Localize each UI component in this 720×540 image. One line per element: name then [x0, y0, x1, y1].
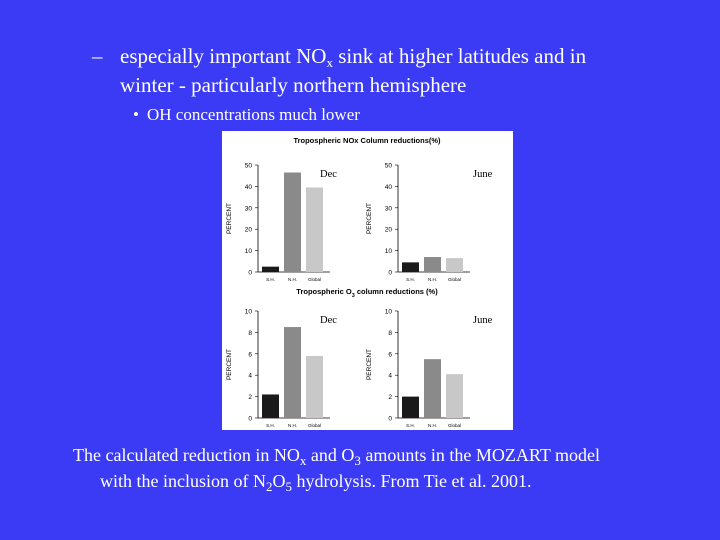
bullet2-text: OH concentrations much lower	[147, 105, 360, 124]
bar-nh	[284, 172, 301, 272]
figure-title-mid	[296, 287, 438, 299]
bar-sh	[402, 262, 419, 272]
x-tick-label: S.H.	[406, 423, 415, 428]
bullet1-line1-pre: especially important NO	[120, 44, 327, 68]
y-axis-label: PERCENT	[226, 202, 233, 235]
bullet-level2	[133, 104, 360, 126]
bullet1-line1-post: sink at higher latitudes and in	[332, 44, 587, 68]
y-tick-label: 10	[244, 308, 252, 316]
caption-line1	[73, 442, 693, 468]
y-axis-label: PERCENT	[366, 348, 373, 381]
figure-caption	[73, 442, 693, 494]
panel-month-label: Dec	[320, 169, 337, 180]
panel-month-label: June	[473, 169, 493, 180]
caption-l2-a: with the inclusion of N	[100, 471, 266, 491]
bar-global	[446, 374, 463, 418]
x-tick-label: N.H.	[428, 277, 437, 282]
y-tick-label: 50	[244, 162, 252, 170]
y-tick-label: 2	[248, 394, 252, 402]
figure-title-mid-post: column reductions (%)	[354, 287, 438, 296]
y-tick-label: 6	[248, 351, 252, 359]
y-axis-label: PERCENT	[366, 202, 373, 235]
x-tick-label: Global	[447, 277, 462, 282]
chart-figure	[222, 131, 513, 430]
caption-l2-b: O	[272, 471, 286, 491]
panel-month-label: Dec	[320, 315, 337, 326]
y-tick-label: 10	[244, 248, 252, 256]
y-tick-label: 40	[244, 183, 252, 191]
y-tick-label: 30	[244, 205, 252, 213]
chart-svg	[222, 131, 513, 430]
caption-l2-c: hydrolysis. From Tie et al. 2001.	[291, 471, 532, 491]
caption-l2-sub2: 5	[285, 479, 292, 494]
x-tick-label: N.H.	[288, 277, 297, 282]
bullet-dot-marker: •	[133, 105, 139, 124]
bar-sh	[262, 267, 279, 272]
dash-marker: –	[92, 44, 103, 68]
y-tick-label: 20	[244, 226, 252, 234]
bar-nh	[424, 359, 441, 418]
x-tick-label: Global	[307, 423, 322, 428]
x-tick-label: S.H.	[406, 277, 415, 282]
y-tick-label: 40	[384, 183, 392, 191]
panel-month-label: June	[473, 315, 493, 326]
y-tick-label: 8	[248, 329, 252, 337]
y-tick-label: 0	[388, 269, 392, 277]
bullet-level1-text	[120, 42, 690, 100]
y-tick-label: 6	[388, 351, 392, 359]
caption-l1-sub2: 3	[354, 453, 361, 468]
caption-line2	[73, 468, 693, 494]
y-tick-label: 0	[248, 415, 252, 423]
figure-title-top: Tropospheric NOx Column reductions(%)	[293, 136, 441, 145]
bullet1-line2: winter - particularly northern hemisphere	[120, 73, 467, 97]
y-tick-label: 20	[384, 226, 392, 234]
y-tick-label: 2	[388, 394, 392, 402]
bar-nh	[424, 257, 441, 272]
x-tick-label: Global	[307, 277, 322, 282]
bar-nh	[284, 327, 301, 418]
bar-global	[446, 258, 463, 272]
caption-l2-sub1: 2	[265, 479, 273, 494]
x-tick-label: S.H.	[266, 277, 275, 282]
figure-title-mid-pre: Tropospheric O	[296, 287, 352, 296]
y-tick-label: 30	[384, 205, 392, 213]
x-tick-label: S.H.	[266, 423, 275, 428]
bar-sh	[262, 394, 279, 418]
y-tick-label: 0	[248, 269, 252, 277]
caption-l1-c: amounts in the MOZART model	[360, 445, 600, 465]
bar-sh	[402, 397, 419, 418]
x-tick-label: N.H.	[428, 423, 437, 428]
bar-global	[306, 187, 323, 272]
bar-global	[306, 356, 323, 418]
x-tick-label: Global	[447, 423, 462, 428]
y-tick-label: 10	[384, 308, 392, 316]
y-tick-label: 8	[388, 329, 392, 337]
y-tick-label: 50	[384, 162, 392, 170]
y-tick-label: 10	[384, 248, 392, 256]
y-tick-label: 0	[388, 415, 392, 423]
bullet1-line1-sub: x	[326, 55, 333, 70]
x-tick-label: N.H.	[288, 423, 297, 428]
caption-l1-sub1: x	[299, 453, 307, 468]
figure-title-mid-sub: 3	[351, 293, 355, 299]
caption-l1-a: The calculated reduction in NO	[73, 445, 300, 465]
y-axis-label: PERCENT	[226, 348, 233, 381]
y-tick-label: 4	[388, 372, 392, 380]
y-tick-label: 4	[248, 372, 252, 380]
caption-l1-b: and O	[306, 445, 355, 465]
